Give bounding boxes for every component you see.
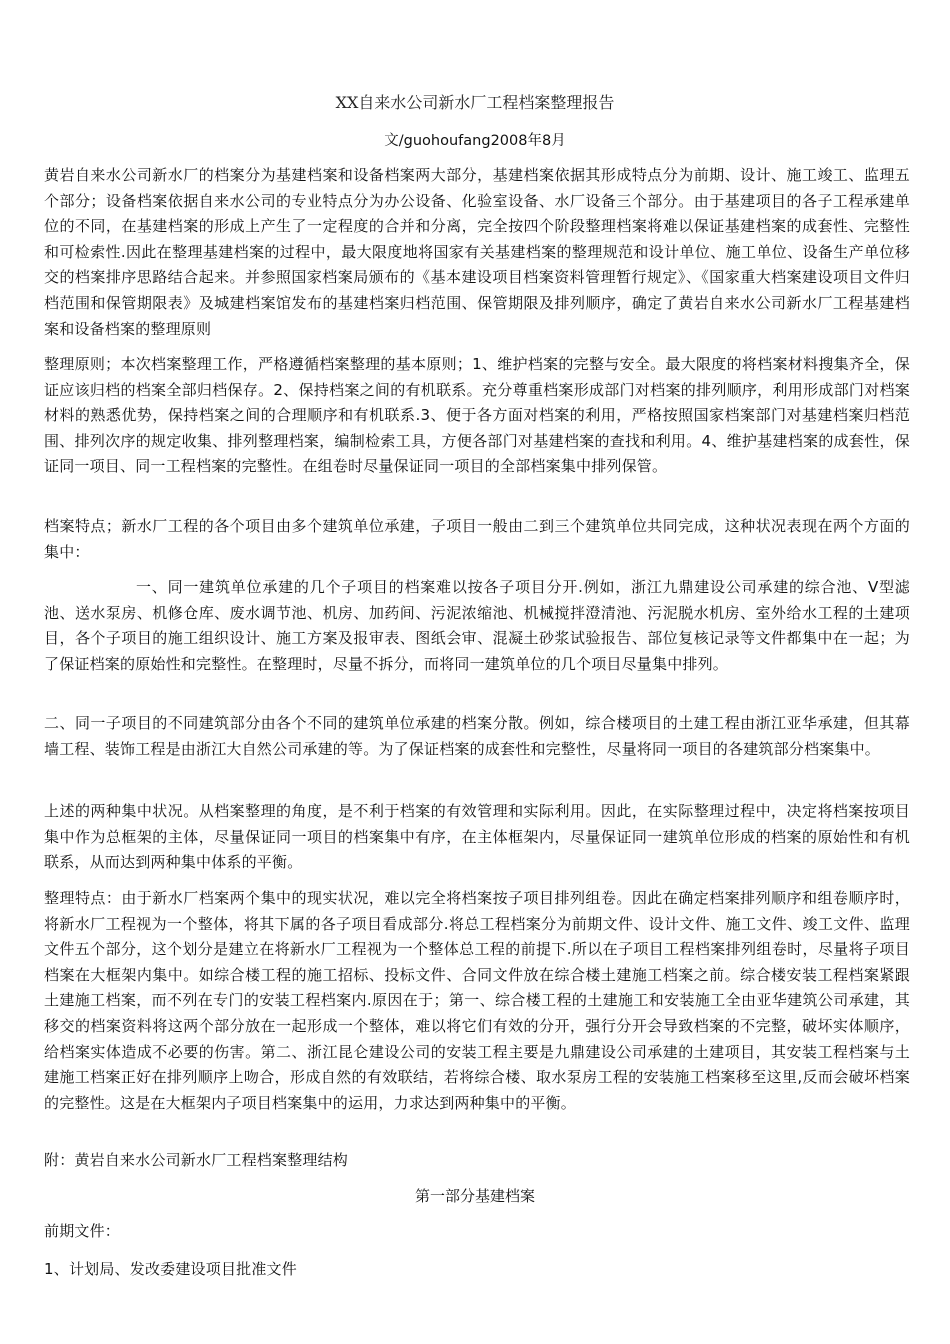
paragraph-point-two: 二、同一子项目的不同建筑部分由各个不同的建筑单位承建的档案分散。例如，综合楼项目的土建工程由浙江亚华承建，但其幕墙工程、装饰工程是由浙江大自然公司承建的等。为了保证档案的成套性和完整性，尽量将同一项目的各建筑部分档案集中。: [44, 714, 910, 758]
paragraph-organizing-features: 整理特点：由于新水厂档案两个集中的现实状况，难以完全将档案按子项目排列组卷。因此在确定档案排列顺序和组卷顺序时，将新水厂工程视为一个整体，将其下属的各子项目看成部分.将总工程档案分为前期文件、设计文件、施工文件、竣工文件、监理文件五个部分，这个划分是建立在将新水厂工程视为一个整体总工程的前提下.所以在子项目工程档案排列组卷时，尽量将子项目档案在大框架内集中。如综合楼工程的施工招标、投标文件、合同文件放在综合楼土建施工档案之前。综合楼安装工程档案紧跟土建施工档案，而不列在专门的安装工程档案内.原因在于；第一、综合楼工程的土建施工和安装施工全由亚华建筑公司承建，其移交的档案资料将这两个部分放在一起形成一个整体，难以将它们有效的分开，强行分开会导致档案的不完整，破坏实体顺序，给档案实体造成不必要的伤害。第二、浙江昆仑建设公司的安装工程主要是九鼎建设公司承建的土建项目，其安装工程档案与土建施工档案正好在排列顺序上吻合，形成自然的有效联结，若将综合楼、取水泵房工程的安装施工档案移至这里,反而会破坏档案的完整性。这是在大框架内子项目档案集中的运用，力求达到两种集中的平衡。: [44, 889, 910, 1112]
paragraph-characteristics: 档案特点；新水厂工程的各个项目由多个建筑单位承建，子项目一般由二到三个建筑单位共同完成，这种状况表现在两个方面的集中：: [44, 517, 910, 561]
paragraph-principles: 整理原则；本次档案整理工作，严格遵循档案整理的基本原则；1、维护档案的完整与安全。最大限度的将档案材料搜集齐全，保证应该归档的档案全部归档保存。2、保持档案之间的有机联系。充分尊重档案形成部门对档案的排列顺序，利用形成部门对档案材料的熟悉优势，保持档案之间的合理顺序和有机联系.3、便于各方面对档案的利用，严格按照国家档案部门对基建档案归档范围、排列次序的规定收集、排列整理档案，编制检索工具，方便各部门对基建档案的查找和利用。4、维护基建档案的成套性，保证同一项目、同一工程档案的完整性。在组卷时尽量保证同一项目的全部档案集中排列保管。: [44, 355, 910, 476]
paragraph-point-one: 一、同一建筑单位承建的几个子项目的档案难以按各子项目分开.例如，浙江九鼎建设公司承建的综合池、V型滤池、送水泵房、机修仓库、废水调节池、机房、加药间、污泥浓缩池、机械搅拌澄清池、污泥脱水机房、室外给水工程的土建项目，各个子项目的施工组织设计、施工方案及报审表、图纸会审、混凝土砂浆试验报告、部位复核记录等文件都集中在一起；为了保证档案的原始性和完整性。在整理时，尽量不拆分，而将同一建筑单位的几个项目尽量集中排列。: [44, 578, 910, 673]
paragraph-summary: 上述的两种集中状况。从档案整理的角度，是不利于档案的有效管理和实际利用。因此，在实际整理过程中，决定将档案按项目集中作为总框架的主体，尽量保证同一项目的档案集中有序，在主体框架内，尽量保证同一建筑单位形成的档案的原始性和有机联系，从而达到两种集中体系的平衡。: [44, 802, 910, 872]
document-title: XX自来水公司新水厂工程档案整理报告: [335, 93, 615, 112]
list-item: 1、计划局、发改委建设项目批准文件: [44, 1260, 297, 1278]
document-byline: 文/guohoufang2008年8月: [384, 133, 566, 149]
section-heading: 第一部分基建档案: [414, 1187, 535, 1205]
paragraph-appendix: 附：黄岩自来水公司新水厂工程档案整理结构: [44, 1151, 349, 1169]
paragraph-overview: 黄岩自来水公司新水厂的档案分为基建档案和设备档案两大部分，基建档案依据其形成特点分为前期、设计、施工竣工、监理五个部分；设备档案依据自来水公司的专业特点分为办公设备、化验室设备、水厂设备三个部分。由于基建项目的各子工程承建单位的不同，在基建档案的形成上产生了一定程度的合并和分离，完全按四个阶段整理档案将难以保证基建档案的成套性、完整性和可检索性.因此在整理基建档案的过程中，最大限度地将国家有关基建档案的整理规范和设计单位、施工单位、设备生产单位移交的档案排序思路结合起来。并参照国家档案局颁布的《基本建设项目档案资料管理暂行规定》、《国家重大档案建设项目文件归档范围和保管期限表》及城建档案馆发布的基建档案归档范围、保管期限及排列顺序，确定了黄岩自来水公司新水厂工程基建档案和设备档案的整理原则: [44, 166, 910, 338]
sub-heading: 前期文件：: [44, 1222, 121, 1240]
